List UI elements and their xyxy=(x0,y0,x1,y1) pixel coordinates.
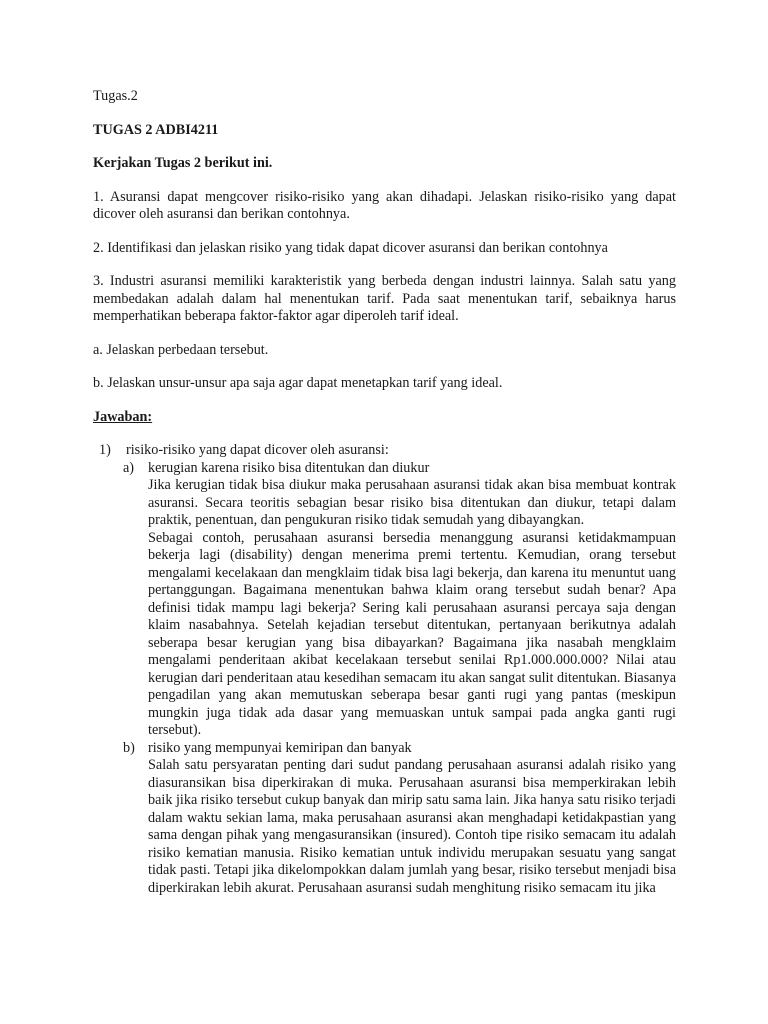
question-3: 3. Industri asuransi memiliki karakteristik yang berbeda dengan industri lainnya. Salah satu yang membedakan adalah dalam hal menentukan tarif. Pada saat menentukan tarif, sebaiknya harus memperhatikan beberapa faktor-faktor agar diperoleh tarif ideal. xyxy=(93,273,676,324)
answer-1 xyxy=(99,442,676,460)
answer-1b-body xyxy=(148,757,676,897)
question-1: 1. Asuransi dapat mengcover risiko-risiko yang akan dihadapi. Jelaskan risiko-risiko yang dapat dicover oleh asuransi dan berikan contohnya. xyxy=(93,188,676,222)
doc-title: TUGAS 2 ADBI4211 xyxy=(93,121,219,138)
answer-1a-letter: a) xyxy=(123,459,135,476)
answer-1a-paragraph: Sebagai contoh, perusahaan asuransi bersedia menanggung asuransi ketidakmampuan bekerja lagi (disability) dengan menerima premi tertentu. Kemudian, orang tersebut mengalami kecelakaan dan mengklaim tidak bisa lagi bekerja, dan karena itu menuntut uang pertanggungan. Bagaimana menentukan bahwa klaim orang tersebut sudah benar? Apa definisi tidak mampu lagi bekerja? Sering kali perusahaan asuransi percaya saja dengan klaim nasabahnya. Setelah kejadian tersebut ditentukan, pertanyaan berikutnya adalah seberapa besar kerugian yang bisa dibayarkan? Bagaimana jika nasabah mengklaim mengalami penderitaan akibat kecelakaan tersebut senilai Rp1.000.000.000? Nilai atau kerugian dari penderitaan atau kesedihan semacam itu akan sangat sulit ditentukan. Biasanya pengadilan yang akan memutuskan seberapa besar ganti rugi yang pantas (meskipun mungkin juga tidak ada dasar yang memuaskan untuk sampai pada angka ganti rugi tersebut). xyxy=(148,529,676,738)
answer-1b-letter: b) xyxy=(123,739,135,756)
question-3b: b. Jelaskan unsur-unsur apa saja agar dapat menetapkan tarif yang ideal. xyxy=(93,375,503,391)
answer-1-text: risiko-risiko yang dapat dicover oleh asuransi: xyxy=(126,442,389,458)
doc-label: Tugas.2 xyxy=(93,88,138,104)
answer-1a-paragraph: Jika kerugian tidak bisa diukur maka perusahaan asuransi tidak akan bisa membuat kontrak asuransi. Secara teoritis sebagian besar risiko bisa ditentukan dan diukur, tetapi dalam praktik, penentuan, dan pengukuran risiko tidak semudah yang dibayangkan. xyxy=(148,477,676,528)
answer-1a-body xyxy=(148,477,676,740)
question-2: 2. Identifikasi dan jelaskan risiko yang tidak dapat dicover asuransi dan berikan contohnya xyxy=(93,239,608,256)
question-3a: a. Jelaskan perbedaan tersebut. xyxy=(93,341,269,358)
answer-1a xyxy=(123,460,676,478)
instruction: Kerjakan Tugas 2 berikut ini. xyxy=(93,155,273,171)
answer-1a-heading: kerugian karena risiko bisa ditentukan dan diukur xyxy=(148,459,430,476)
answer-1b xyxy=(123,740,676,758)
answer-1b-heading: risiko yang mempunyai kemiripan dan banyak xyxy=(148,739,412,756)
answer-1-number: 1) xyxy=(99,442,111,458)
answer-heading: Jawaban: xyxy=(93,408,153,425)
answer-1b-paragraph: Salah satu persyaratan penting dari sudut pandang perusahaan asuransi adalah risiko yang diasuransikan bisa diperkirakan di muka. Perusahaan asuransi bisa memperkirakan lebih baik jika risiko tersebut cukup banyak dan mirip satu sama lain. Jika hanya satu risiko terjadi dalam waktu sekian lama, maka perusahaan asuransi akan menghadapi ketidakpastian yang sama dengan pihak yang mengasuransikan (insured). Contoh tipe risiko semacam itu adalah risiko kematian manusia. Risiko kematian untuk individu merupakan sesuatu yang sangat tidak pasti. Tetapi jika dikelompokkan dalam jumlah yang besar, risiko tersebut menjadi bisa diperkirakan lebih akurat. Perusahaan asuransi sudah menghitung risiko semacam itu jika xyxy=(148,757,676,896)
